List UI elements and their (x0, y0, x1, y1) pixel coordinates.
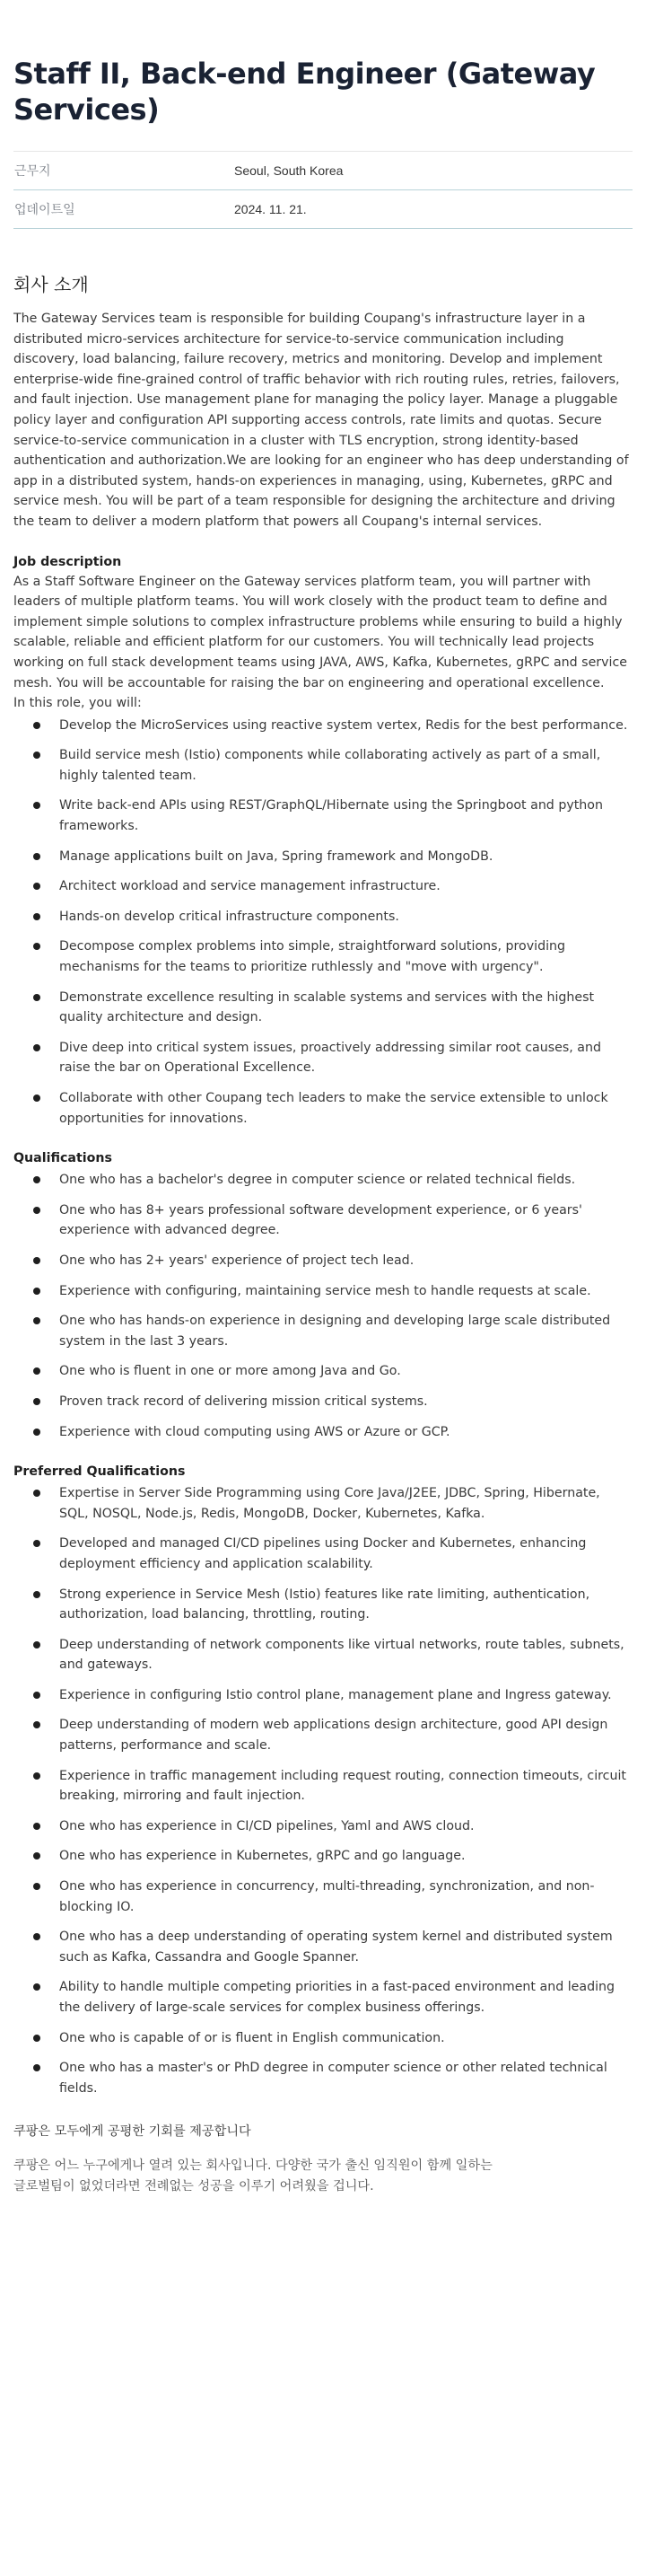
job-description-intro: As a Staff Software Engineer on the Gateway services platform team, you will partner with leaders of multiple platform teams. You will work closely with the product team to define and implement simple solutions to complex infrastructure problems while ensuring to build a highly scalable, reliable and efficient platform for our customers. You will technically lead projects working on full stack development teams using JAVA, AWS, Kafka, Kubernetes, gRPC and service mesh. You will be accountable for raising the bar on engineering and operational excellence. (13, 574, 628, 690)
list-item: Experience with cloud computing using AWS or Azure or GCP. (13, 1422, 633, 1443)
qualifications-heading: Qualifications (13, 1151, 112, 1166)
list-item: Develop the MicroServices using reactive system vertex, Redis for the best performance. (13, 716, 633, 736)
updated-label: 업데이트일 (14, 202, 75, 216)
list-item: Expertise in Server Side Programming using Core Java/J2EE, JDBC, Spring, Hibernate, SQL, NOSQL, Node.js, Redis, MongoDB, Docker, Kubernetes, Kafka. (13, 1483, 633, 1524)
equal-opportunity-heading: 쿠팡은 모두에게 공평한 기회를 제공합니다 (13, 2124, 251, 2140)
list-item: Deep understanding of network components like virtual networks, route tables, subnets, and gateways. (13, 1635, 633, 1675)
list-item: Collaborate with other Coupang tech leaders to make the service extensible to unlock opportunities for innovations. (13, 1088, 633, 1129)
list-item: One who has a bachelor's degree in computer science or related technical fields. (13, 1170, 633, 1191)
updated-value: 2024. 11. 21. (234, 202, 307, 216)
meta-row-location (13, 152, 633, 190)
job-description-heading: Job description (13, 554, 122, 569)
equal-opportunity-line-2: 글로벌팀이 없었더라면 전례없는 성공을 이루기 어려웠을 겁니다. (13, 2179, 374, 2194)
list-item: One who has experience in concurrency, multi-threading, synchronization, and non-blocking IO. (13, 1877, 633, 1917)
list-item: Deep understanding of modern web applications design architecture, good API design patterns, performance and scale. (13, 1715, 633, 1755)
qualifications-list (13, 1170, 633, 1442)
list-item: One who has a deep understanding of operating system kernel and distributed system such as Kafka, Cassandra and Google Spanner. (13, 1927, 633, 1967)
location-value: Seoul, South Korea (234, 163, 344, 178)
preferred-qualifications-heading: Preferred Qualifications (13, 1464, 186, 1480)
company-heading: 회사 소개 (13, 274, 89, 295)
list-item: One who is capable of or is fluent in English communication. (13, 2028, 633, 2049)
list-item: Ability to handle multiple competing priorities in a fast-paced environment and leading the delivery of large-scale services for complex business offerings. (13, 1977, 633, 2018)
list-item: Build service mesh (Istio) components while collaborating actively as part of a small, highly talented team. (13, 745, 633, 786)
list-item: Experience in configuring Istio control plane, management plane and Ingress gateway. (13, 1685, 633, 1706)
role-intro: In this role, you will: (13, 696, 142, 711)
list-item: One who has 2+ years' experience of project tech lead. (13, 1251, 633, 1271)
list-item: Architect workload and service management infrastructure. (13, 876, 633, 897)
list-item: Hands-on develop critical infrastructure components. (13, 907, 633, 928)
list-item: One who has hands-on experience in designing and developing large scale distributed system in the last 3 years. (13, 1311, 633, 1351)
list-item: One who has a master's or PhD degree in computer science or other related technical fields. (13, 2058, 633, 2098)
page-title: Staff II, Back-end Engineer (Gateway Services) (13, 57, 596, 127)
list-item: One who is fluent in one or more among Java and Go. (13, 1361, 633, 1382)
preferred-qualifications-list (13, 1483, 633, 2098)
responsibilities-list (13, 716, 633, 1130)
list-item: Decompose complex problems into simple, straightforward solutions, providing mechanisms for the teams to prioritize ruthlessly and "move with urgency". (13, 936, 633, 977)
meta-row-updated (13, 190, 633, 229)
job-meta-table (13, 151, 633, 229)
list-item: Write back-end APIs using REST/GraphQL/Hibernate using the Springboot and python frameworks. (13, 796, 633, 836)
list-item: Experience with configuring, maintaining service mesh to handle requests at scale. (13, 1281, 633, 1302)
location-label: 근무지 (14, 163, 51, 178)
list-item: Manage applications built on Java, Spring framework and MongoDB. (13, 847, 633, 867)
company-description: The Gateway Services team is responsible for building Coupang's infrastructure layer in a distributed micro-services architecture for service-to-service communication including discovery, load balancing, failure recovery, metrics and monitoring. Develop and implement enterprise-wide fine-grained control of traffic behavior with rich routing rules, retries, failovers, and fault injection. Use management plane for managing the policy layer. Manage a pluggable policy layer and configuration API supporting access controls, rate limits and quotas. Secure service-to-service communication in a cluster with TLS encryption, strong identity-based authentication and authorization.We are looking for an engineer who has deep understanding of app in a distributed system, hands-on experiences in managing, using, Kubernetes, gRPC and service mesh. You will be part of a team responsible for designing the architecture and driving the team to deliver a modern platform that powers all Coupang's internal services. (13, 312, 629, 529)
list-item: Proven track record of delivering mission critical systems. (13, 1392, 633, 1412)
list-item: Dive deep into critical system issues, proactively addressing similar root causes, and raise the bar on Operational Excellence. (13, 1038, 633, 1078)
list-item: Strong experience in Service Mesh (Istio) features like rate limiting, authentication, authorization, load balancing, throttling, routing. (13, 1585, 633, 1625)
list-item: Demonstrate excellence resulting in scalable systems and services with the highest quality architecture and design. (13, 988, 633, 1028)
list-item: One who has experience in Kubernetes, gRPC and go language. (13, 1846, 633, 1867)
list-item: Experience in traffic management including request routing, connection timeouts, circuit breaking, mirroring and fault injection. (13, 1766, 633, 1807)
list-item: Developed and managed CI/CD pipelines using Docker and Kubernetes, enhancing deployment efficiency and application scalability. (13, 1534, 633, 1574)
list-item: One who has experience in CI/CD pipelines, Yaml and AWS cloud. (13, 1816, 633, 1837)
equal-opportunity-line-1: 쿠팡은 어느 누구에게나 열려 있는 회사입니다. 다양한 국가 출신 임직원이 함께 일하는 (13, 2158, 493, 2174)
list-item: One who has 8+ years professional software development experience, or 6 years' experience with advanced degree. (13, 1200, 633, 1241)
